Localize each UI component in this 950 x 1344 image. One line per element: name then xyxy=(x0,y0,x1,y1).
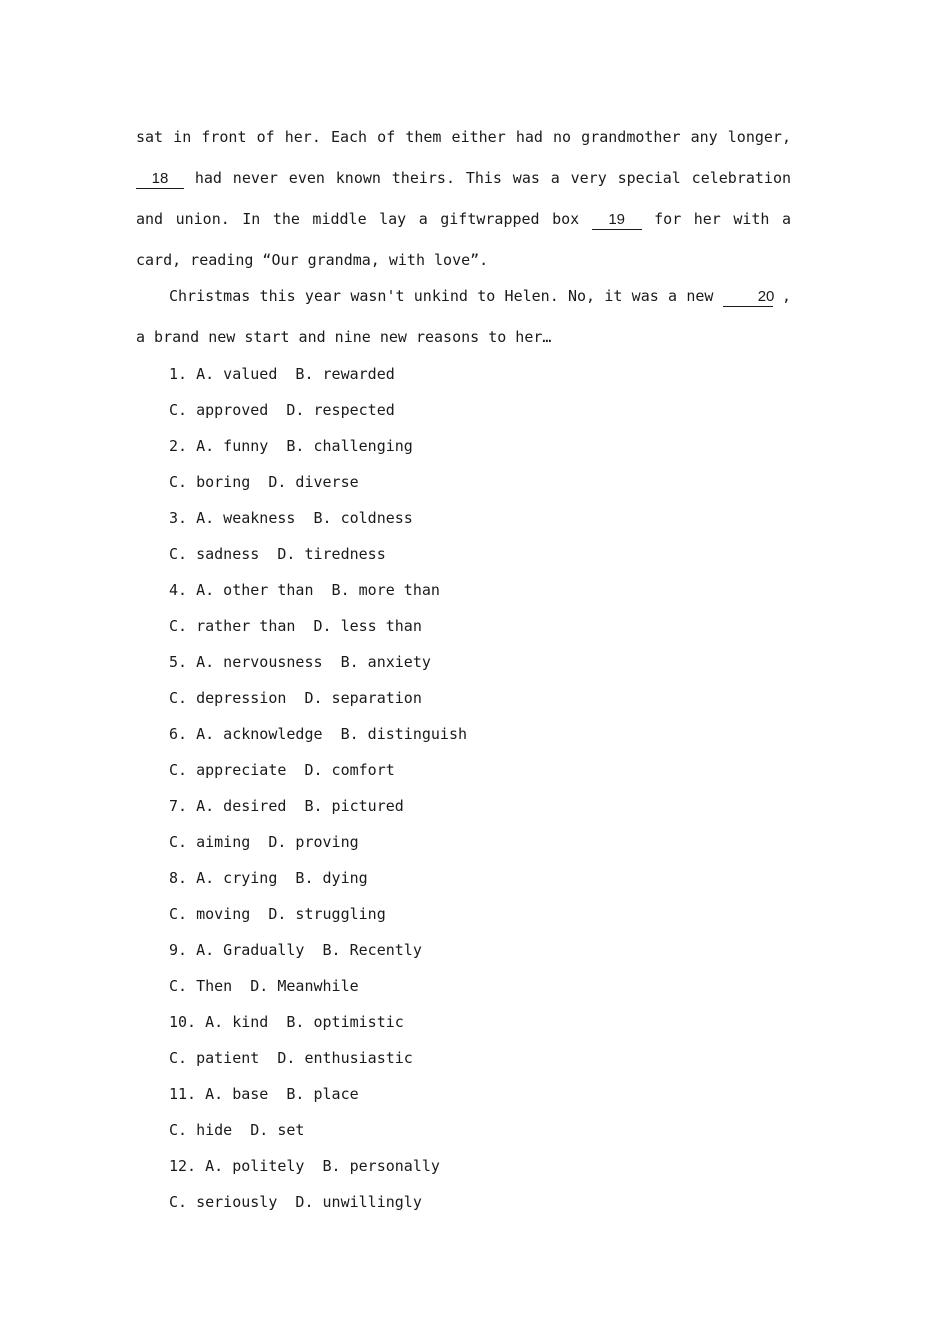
option-line: C. aiming D. proving xyxy=(169,833,359,851)
option-line: C. rather than D. less than xyxy=(169,617,422,635)
passage-text: Christmas this year wasn't unkind to Helen. No, it was a new xyxy=(169,287,723,305)
option-line: C. patient D. enthusiastic xyxy=(169,1049,413,1067)
option-line: 3. A. weakness B. coldness xyxy=(169,509,413,527)
option-line: 11. A. base B. place xyxy=(169,1085,359,1103)
passage-text: sat in front of her. Each of them either had no grandmother any longer, xyxy=(136,128,791,146)
option-line: C. sadness D. tiredness xyxy=(169,545,386,563)
option-line: C. appreciate D. comfort xyxy=(169,761,395,779)
passage-text: for her with a card, reading “Our grandma, with love”. xyxy=(136,210,791,269)
option-line: C. boring D. diverse xyxy=(169,473,359,491)
answer-blank-19: 19 xyxy=(592,211,642,230)
option-line: 5. A. nervousness B. anxiety xyxy=(169,653,431,671)
passage-paragraph-2 xyxy=(136,276,791,358)
answer-blank-18: 18 xyxy=(136,170,184,189)
option-line: 2. A. funny B. challenging xyxy=(169,437,413,455)
option-line: C. moving D. struggling xyxy=(169,905,386,923)
passage-text: had never even known theirs. This was a very special celebration and union. In the middle lay a giftwrapped box xyxy=(136,169,791,228)
option-line: C. depression D. separation xyxy=(169,689,422,707)
option-line: C. approved D. respected xyxy=(169,401,395,419)
option-line: 1. A. valued B. rewarded xyxy=(169,365,395,383)
answer-blank-20: 20 xyxy=(723,288,773,307)
passage-text: , a brand new start and nine new reasons to her… xyxy=(136,287,791,346)
option-line: 9. A. Gradually B. Recently xyxy=(169,941,422,959)
answer-options-list xyxy=(169,356,769,1220)
option-line: 4. A. other than B. more than xyxy=(169,581,440,599)
option-line: C. hide D. set xyxy=(169,1121,305,1139)
option-line: 12. A. politely B. personally xyxy=(169,1157,440,1175)
option-line: 10. A. kind B. optimistic xyxy=(169,1013,404,1031)
option-line: 6. A. acknowledge B. distinguish xyxy=(169,725,468,743)
passage-paragraph-1 xyxy=(136,117,791,281)
option-line: C. Then D. Meanwhile xyxy=(169,977,359,995)
option-line: 7. A. desired B. pictured xyxy=(169,797,404,815)
option-line: C. seriously D. unwillingly xyxy=(169,1193,422,1211)
option-line: 8. A. crying B. dying xyxy=(169,869,368,887)
